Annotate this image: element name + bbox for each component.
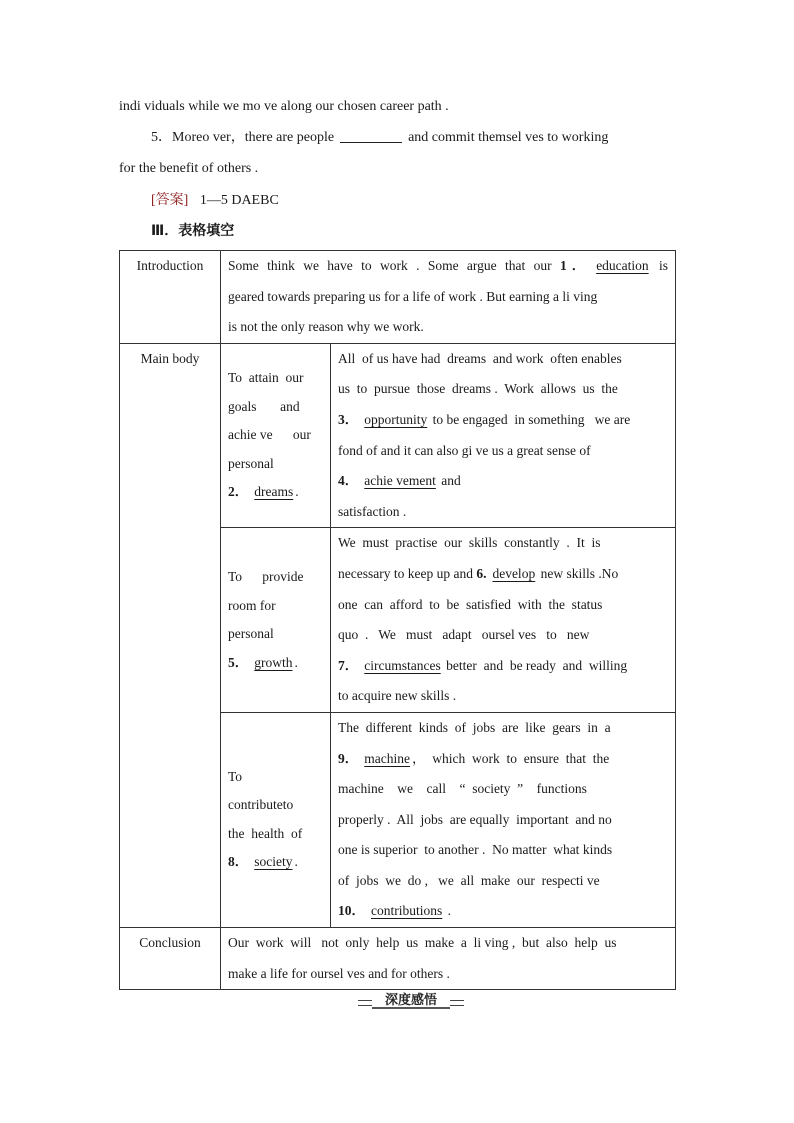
- row2-line: one can afford to be satisfied with the status: [338, 596, 603, 612]
- table-row-conclusion: [120, 928, 676, 990]
- period: .: [294, 654, 298, 670]
- footer-badge-underline: [372, 1007, 450, 1009]
- row3-line: machine we call “ society ” functions: [338, 781, 587, 797]
- row2-label-line: personal: [228, 626, 274, 642]
- table-row-introduction: [120, 251, 676, 344]
- row3-label-line: To: [228, 768, 243, 784]
- intro-text-2: is: [659, 258, 669, 273]
- blank-number-9: 9．: [338, 750, 359, 766]
- question-5: [151, 128, 671, 148]
- row2-label-line: To provide: [228, 569, 304, 585]
- row3-text: ， which work to ensure that the: [411, 750, 610, 766]
- conclusion-cell: [221, 928, 676, 990]
- answer-9: machine: [364, 750, 410, 766]
- row3-content-cell: [331, 712, 676, 927]
- row3-line: one is superior to another . No matter what kinds: [338, 842, 613, 858]
- answer-7: circumstances: [364, 657, 441, 673]
- row1-label-line: achie ve our: [228, 427, 311, 443]
- row3-line: of jobs we do , we all make our respecti ve: [338, 872, 600, 888]
- answer-text: 1—5 DAEBC: [199, 193, 279, 208]
- answer-3: opportunity: [364, 411, 428, 427]
- conclusion-line: Our work will not only help us make a li ving , but also help us: [228, 935, 617, 951]
- question-5-line2: for the benefit of others .: [119, 161, 259, 176]
- row2-text: better and be ready and willing: [446, 657, 628, 673]
- row2-text: necessary to keep up and: [338, 565, 473, 581]
- intro-text-1: Some think we have to work . Some argue that our: [228, 258, 552, 273]
- row1-line: us to pursue those dreams . Work allows us the: [338, 381, 618, 397]
- period: .: [295, 484, 299, 500]
- row1-line: [338, 405, 668, 436]
- period: .: [447, 903, 451, 919]
- row3-line: [338, 896, 668, 927]
- table-row-main-1: [120, 343, 676, 528]
- answer-tag: [答案]: [151, 193, 189, 208]
- row3-label-line: contributeto: [228, 797, 294, 813]
- row1-content-cell: [331, 343, 676, 528]
- blank-number-6: 6.: [476, 565, 487, 581]
- row2-line: [338, 651, 668, 682]
- answer-blank: [340, 128, 402, 143]
- answer-4: achie vement: [364, 473, 436, 489]
- blank-number-1: 1．: [559, 258, 591, 273]
- blank-number-7: 7．: [338, 657, 359, 673]
- introduction-cell: [221, 251, 676, 344]
- main-body-label: Main body: [120, 343, 221, 927]
- row2-label-answer: [228, 649, 323, 678]
- blank-number-8: 8．: [228, 854, 249, 870]
- question-5-prefix: 5．Moreo ver，there are people: [151, 130, 335, 145]
- fill-in-table: [119, 250, 676, 990]
- row3-label-cell: [221, 712, 331, 927]
- row2-line: to acquire new skills .: [338, 688, 457, 704]
- period: .: [294, 854, 298, 870]
- row1-text: to be engaged in something we are: [432, 411, 631, 427]
- conclusion-line: make a life for oursel ves and for others .: [228, 965, 450, 981]
- row2-line: [338, 559, 668, 590]
- section-heading: Ⅲ．表格填空: [151, 223, 235, 239]
- row3-label-answer: [228, 848, 323, 877]
- blank-number-4: 4．: [338, 473, 359, 489]
- footer-badge-text: 深度感悟: [384, 993, 437, 1008]
- blank-number-10: 10．: [338, 903, 365, 919]
- row1-text: and: [441, 473, 461, 489]
- row1-label-line: personal: [228, 455, 274, 471]
- row1-line: [338, 466, 668, 497]
- answer-10: contributions: [371, 903, 443, 919]
- blank-number-3: 3．: [338, 411, 359, 427]
- row1-label-line: To attain our: [228, 370, 304, 386]
- answer-1: education: [596, 258, 649, 273]
- row3-line: [338, 744, 668, 775]
- blank-number-2: 2．: [228, 484, 249, 500]
- intro-line-1: [228, 251, 668, 282]
- row2-text: new skills .No: [540, 565, 619, 581]
- row2-content-cell: [331, 528, 676, 713]
- introduction-label: Introduction: [120, 251, 221, 344]
- answer-8: society: [254, 854, 293, 870]
- question-5-suffix: and commit themsel ves to working: [408, 130, 609, 145]
- row3-line: The different kinds of jobs are like gears in a: [338, 719, 611, 735]
- answer-2: dreams: [254, 484, 294, 500]
- row1-label-answer: [228, 478, 323, 507]
- conclusion-label: Conclusion: [120, 928, 221, 990]
- answer-6: develop: [492, 565, 536, 581]
- row1-label-cell: [221, 343, 331, 528]
- row2-label-cell: [221, 528, 331, 713]
- row2-line: quo . We must adapt oursel ves to new: [338, 627, 590, 643]
- passage-line: indi viduals while we mo ve along our chosen career path .: [119, 99, 449, 114]
- footer-badge: [358, 992, 464, 1010]
- answer-key: [151, 191, 703, 211]
- row3-label-line: the health of: [228, 825, 303, 841]
- row1-line: All of us have had dreams and work often enables: [338, 350, 622, 366]
- answer-5: growth: [254, 654, 293, 670]
- row3-line: properly . All jobs are equally important and no: [338, 811, 612, 827]
- blank-number-5: 5．: [228, 654, 249, 670]
- row2-label-line: room for: [228, 597, 276, 613]
- intro-line-2: geared towards preparing us for a life of work . But earning a li ving: [228, 288, 598, 304]
- row1-line: satisfaction .: [338, 503, 407, 519]
- row2-line: We must practise our skills constantly . It is: [338, 535, 601, 551]
- intro-line-3: is not the only reason why we work.: [228, 319, 424, 335]
- row1-label-line: goals and: [228, 398, 300, 414]
- row1-line: fond of and it can also gi ve us a great sense of: [338, 442, 591, 458]
